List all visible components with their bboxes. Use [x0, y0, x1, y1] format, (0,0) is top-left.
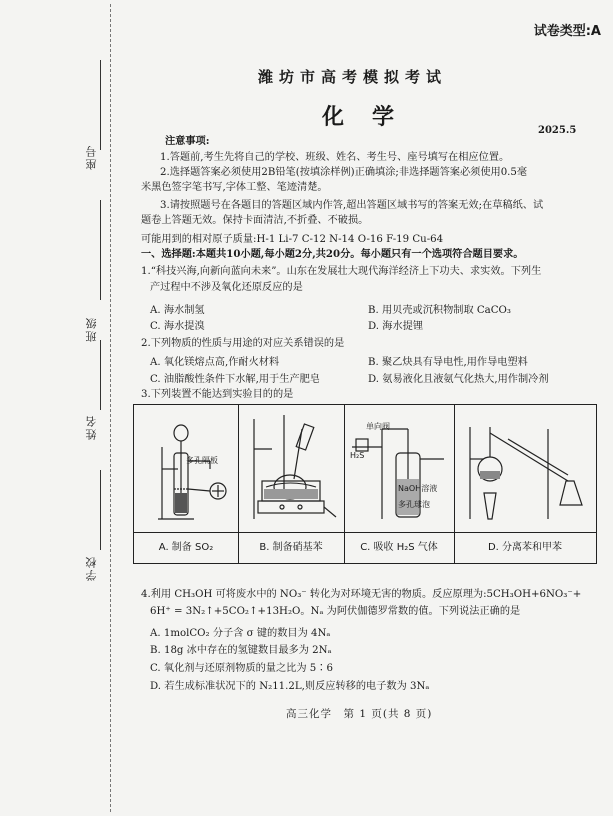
- binding-dash-line: [110, 4, 111, 812]
- notes-heading: 注意事项:: [165, 135, 210, 147]
- q4-option-c: C. 氧化剂与还原剂物质的量之比为 5∶6: [150, 663, 333, 674]
- so2-apparatus-drawing: [138, 409, 234, 527]
- exam-header: 潍坊市高考模拟考试: [258, 68, 448, 86]
- school-label: 学校: [85, 555, 98, 581]
- nitrobenzene-apparatus-drawing: [242, 409, 340, 527]
- q2-option-a: A. 氧化镁熔点高,作耐火材料: [150, 357, 280, 368]
- seat-line: [100, 60, 101, 150]
- q2-option-d: D. 氨易液化且液氨气化热大,用作制冷剂: [368, 374, 549, 385]
- exam-date: 2025.5: [538, 125, 577, 136]
- q1-option-c: C. 海水提溴: [150, 321, 205, 332]
- seat-label: 座号: [85, 144, 98, 170]
- fig-a-porous-plate-label: 多孔隔板: [186, 456, 218, 465]
- fig-c-h2s-label: H₂S: [350, 451, 365, 460]
- atomic-masses: 可能用到的相对原子质量:H-1 Li-7 C-12 N-14 O-16 F-19 Cu-64: [141, 234, 444, 245]
- fig-c-naoh-label: NaOH溶液: [398, 484, 438, 493]
- name-label: 姓名: [85, 414, 98, 440]
- q1-option-b: B. 用贝壳或沉积物制取 CaCO₃: [368, 305, 511, 316]
- q4-option-a: A. 1molCO₂ 分子含 σ 键的数目为 4Nₐ: [150, 628, 331, 639]
- class-label: 班级: [85, 316, 98, 342]
- q3-figure-table: [133, 404, 597, 564]
- q3-figure-d: [454, 405, 596, 563]
- fig-c-check-valve-label: 单向阀: [366, 422, 390, 431]
- q2-option-c: C. 油脂酸性条件下水解,用于生产肥皂: [150, 374, 320, 385]
- q4-stem-line1: 4.利用 CH₃OH 可将废水中的 NO₃⁻ 转化为对环境无害的物质。反应原理为:5CH₃OH+6NO₃⁻+: [141, 589, 582, 600]
- q3-option-d: D. 分离苯和甲苯: [454, 532, 596, 563]
- q2-stem: 2.下列物质的性质与用途的对应关系错误的是: [141, 338, 345, 349]
- section1-heading: 一、选择题:本题共10小题,每小题2分,共20分。每小题只有一个选项符合题目要求。: [141, 248, 524, 260]
- q1-stem-line1: 1.“科技兴海,向新向蓝向未来”。山东在发展壮大现代海洋经济上下功夫、求实效。下列生: [141, 266, 542, 277]
- class-line: [100, 200, 101, 300]
- q3-option-a: A. 制备 SO₂: [134, 532, 238, 563]
- q1-stem-line2: 产过程中不涉及氧化还原反应的是: [150, 282, 303, 293]
- paper-type: 试卷类型:A: [533, 24, 601, 39]
- note-2-line2: 米黑色签字笔书写,字体工整、笔迹清楚。: [141, 182, 328, 193]
- q4-stem-line2: 6H⁺ = 3N₂↑+5CO₂↑+13H₂O。Nₐ 为阿伏伽德罗常数的值。下列说法正确的是: [150, 606, 521, 617]
- note-1: 1.答题前,考生先将自己的学校、班级、姓名、考生号、座号填写在相应位置。: [160, 152, 510, 163]
- q1-option-a: A. 海水制氢: [150, 305, 205, 316]
- q4-option-d: D. 若生成标准状况下的 N₂11.2L,则反应转移的电子数为 3Nₐ: [150, 681, 430, 692]
- school-line: [100, 470, 101, 550]
- note-3-line1: 3.请按照题号在各题目的答题区域内作答,超出答题区域书写的答案无效;在草稿纸、试: [160, 200, 544, 211]
- q4-option-b: B. 18g 冰中存在的氢键数目最多为 2Nₐ: [150, 645, 332, 656]
- q3-figure-a: [134, 405, 239, 563]
- fig-c-bubbler-label: 多孔球泡: [398, 500, 430, 509]
- q3-option-b: B. 制备硝基苯: [238, 532, 344, 563]
- q2-option-b: B. 聚乙炔具有导电性,用作导电塑料: [368, 357, 528, 368]
- note-2-line1: 2.选择题答案必须使用2B铅笔(按填涂样例)正确填涂;非选择题答案必须使用0.5毫: [160, 167, 528, 178]
- note-3-line2: 题卷上答题无效。保持卡面清洁,不折叠、不破损。: [141, 215, 369, 226]
- q3-option-c: C. 吸收 H₂S 气体: [344, 532, 454, 563]
- q3-stem: 3.下列装置不能达到实验目的的是: [141, 389, 294, 400]
- q1-option-d: D. 海水提锂: [368, 321, 424, 332]
- distillation-apparatus-drawing: [458, 409, 592, 527]
- q3-figure-b: [238, 405, 345, 563]
- page-footer: 高三化学 第 1 页(共 8 页): [286, 708, 433, 720]
- subject-title: 化学: [322, 104, 423, 130]
- name-line: [100, 340, 101, 410]
- q3-figure-c: [344, 405, 455, 563]
